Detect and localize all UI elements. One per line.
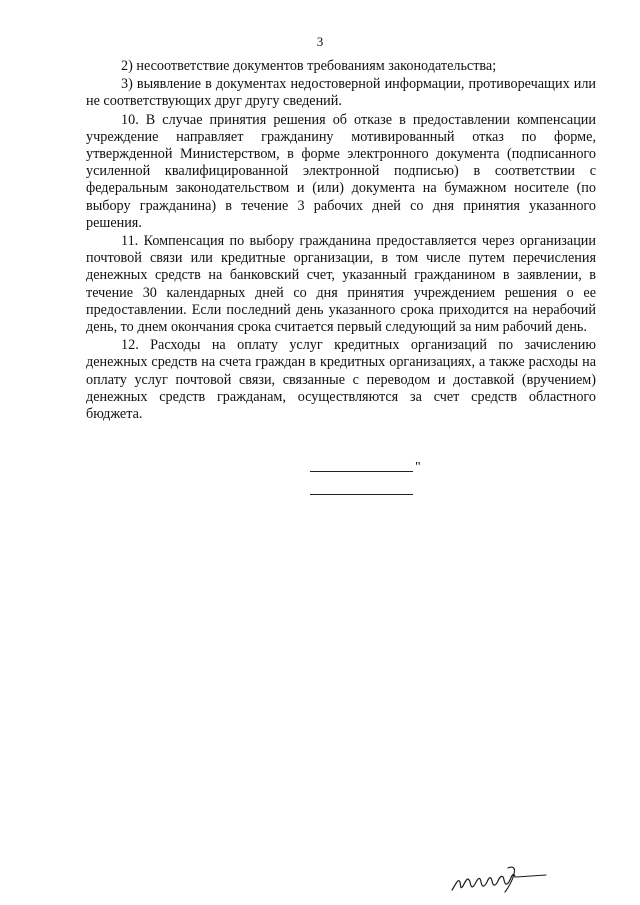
closing-rule-bottom: [310, 494, 413, 495]
closing-rule-top: [310, 471, 413, 472]
paragraph-item-2: 2) несоответствие документов требованиям законодательства;: [121, 58, 497, 74]
paragraph-11: 11. Компенсация по выбору гражданина предоставляется через организации почтовой связи или кредитные организации, в том числе путем перечисления денежных средств на банковский счет, указанный гражданином в заявлении, в течение 30 календарных дней со дня принятия учреждением решения о ее предоставлении. Если последний день указанного срока приходится на нерабочий день, то днем окончания срока считается первый следующий за ним рабочий день.: [86, 233, 596, 336]
handwritten-signature-icon: [448, 858, 558, 898]
paragraph-12: 12. Расходы на оплату услуг кредитных организаций по зачислению денежных средств на счета граждан в кредитных организациях, а также расходы на оплату услуг почтовой связи, связанные с переводом и доставкой (вручением) денежных средств гражданам, осуществляются за счет средств областного бюджета.: [86, 337, 596, 423]
closing-quote-mark: ": [415, 460, 421, 475]
paragraph-10: 10. В случае принятия решения об отказе в предоставлении компенсации учреждение направляет гражданину мотивированный отказ по форме, утвержденной Министерством, в форме электронного документа (подписанного усиленной квалифицированной электронной подписью) в соответствии с федеральным законодательством и (или) документа на бумажном носителе (по выбору гражданина) в течение 3 рабочих дней со дня принятия указанного решения.: [86, 111, 596, 231]
document-body: [86, 58, 596, 424]
closing-lines: [310, 458, 450, 508]
page-number: 3: [316, 34, 324, 49]
paragraph-item-3: 3) выявление в документах недостоверной информации, противоречащих или не соответствующих друг другу сведений.: [86, 76, 596, 110]
